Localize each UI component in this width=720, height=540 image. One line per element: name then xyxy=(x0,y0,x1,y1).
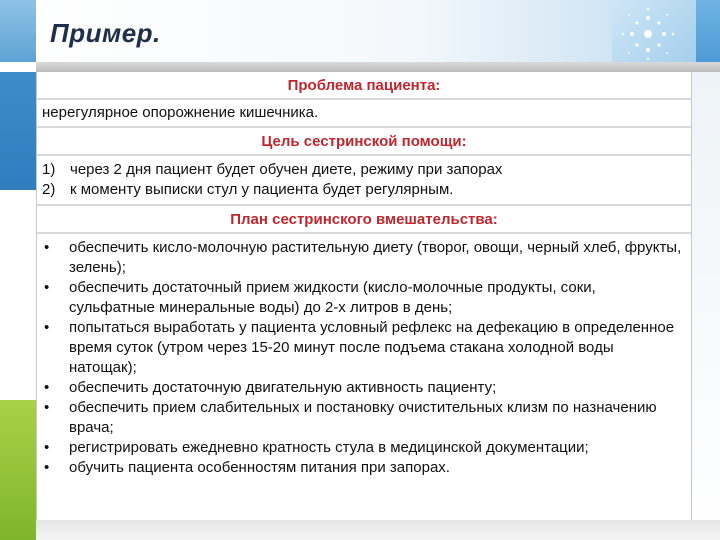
goal-cell xyxy=(37,156,691,206)
bullet-icon: • xyxy=(44,459,50,476)
goal-text: через 2 дня пациент будет обучен диете, режиму при запорах xyxy=(70,161,503,178)
plan-header: План сестринского вмешательства: xyxy=(37,206,691,234)
plan-item xyxy=(42,438,683,458)
header-separator xyxy=(36,62,720,72)
bottom-decor-band xyxy=(36,520,720,540)
problem-header: Проблема пациента: xyxy=(37,72,691,100)
plan-item-text: обеспечить кисло-молочную растительную диету (творог, овощи, черный хлеб, фрукты, зелень); xyxy=(69,239,682,276)
left-decor-strip xyxy=(0,0,36,540)
plan-item xyxy=(42,458,683,478)
bullet-icon: • xyxy=(44,399,50,416)
goal-number: 2) xyxy=(42,181,56,198)
bullet-icon: • xyxy=(44,439,50,456)
plan-item-text: регистрировать ежедневно кратность стула в медицинской документации; xyxy=(69,439,589,456)
bullet-icon: • xyxy=(44,379,50,396)
bullet-icon: • xyxy=(44,319,50,336)
strip-light-blue xyxy=(0,0,36,62)
right-decor-edge xyxy=(692,72,720,540)
plan-item-text: обеспечить достаточный прием жидкости (кисло-молочные продукты, соки, сульфатные минеральные воды) до 2-х литров в день; xyxy=(69,279,596,316)
plan-item xyxy=(42,378,683,398)
plan-item-text: обучить пациента особенностям питания при запорах. xyxy=(69,459,450,476)
strip-blue xyxy=(0,72,36,190)
strip-green xyxy=(0,400,36,540)
care-plan-table xyxy=(36,72,692,520)
plan-item-text: обеспечить достаточную двигательную активность пациенту; xyxy=(69,379,497,396)
plan-item xyxy=(42,398,683,438)
strip-gap xyxy=(0,62,36,72)
goal-item xyxy=(42,180,691,200)
plan-item-text: обеспечить прием слабительных и постановку очистительных клизм по назначению врача; xyxy=(69,399,657,436)
bullet-icon: • xyxy=(44,279,50,296)
strip-white xyxy=(0,190,36,400)
goal-list xyxy=(42,160,691,200)
goal-item xyxy=(42,160,691,180)
header-accent-edge xyxy=(696,0,720,62)
slide-title: Пример. xyxy=(50,18,161,48)
goal-text: к моменту выписки стул у пациента будет регулярным. xyxy=(70,181,454,198)
plan-list xyxy=(42,238,683,478)
plan-item xyxy=(42,238,683,278)
sparkle-icon xyxy=(618,4,678,64)
bullet-icon: • xyxy=(44,239,50,256)
plan-cell xyxy=(37,234,691,520)
problem-text: нерегулярное опорожнение кишечника. xyxy=(37,100,691,128)
goal-number: 1) xyxy=(42,161,56,178)
plan-item xyxy=(42,278,683,318)
plan-item-text: попытаться выработать у пациента условный рефлекс на дефекацию в определенное время суток (утром через 15-20 минут после подъема стакана холодной воды натощак); xyxy=(69,319,675,376)
goal-header: Цель сестринской помощи: xyxy=(37,128,691,156)
plan-item xyxy=(42,318,683,378)
